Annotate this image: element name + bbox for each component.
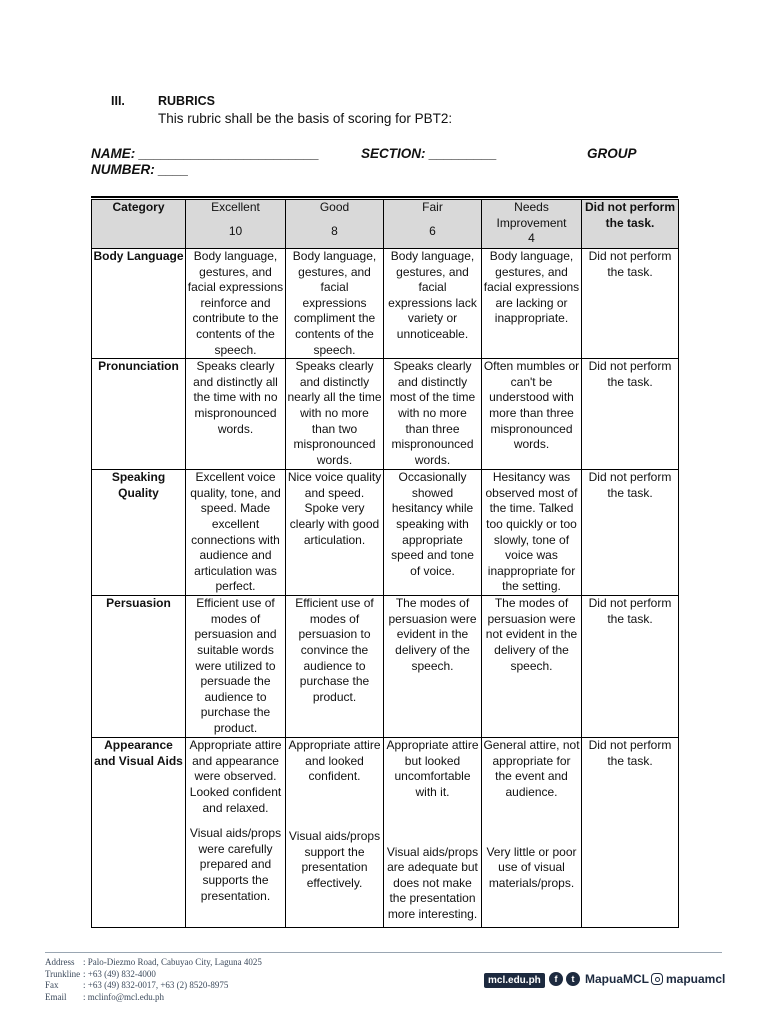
needs-improvement-cell: The modes of persuasion were not evident in the delivery of the speech. — [482, 596, 582, 738]
category-cell: Body Language — [92, 249, 186, 359]
social-handle[interactable]: MapuaMCL — [585, 972, 649, 986]
needs-improvement-cell: Often mumbles or can't be understood with more than three mispronounced words. — [482, 359, 582, 470]
name-field[interactable]: NAME: ________________________ — [91, 146, 320, 161]
rubric-row-pronunciation — [92, 359, 679, 470]
social-links — [549, 972, 649, 986]
rubric-row-appearance — [92, 738, 679, 928]
rubric-table — [91, 199, 679, 928]
excellent-cell: Efficient use of modes of persuasion and suitable words were utilized to persuade the audience to purchase the product. — [186, 596, 286, 738]
instagram-handle[interactable]: mapuamcl — [666, 972, 726, 986]
category-cell: Pronunciation — [92, 359, 186, 470]
good-cell: Nice voice quality and speed. Spoke very clearly with good articulation. — [286, 470, 384, 596]
header-did-not-perform: Did not perform the task. — [582, 200, 679, 249]
category-cell: Speaking Quality — [92, 470, 186, 596]
footer-contact — [45, 957, 262, 1003]
did-not-perform-cell: Did not perform the task. — [582, 738, 679, 928]
address-value: : Palo-Diezmo Road, Cabuyao City, Laguna 4025 — [83, 957, 262, 967]
email-label: Email — [45, 991, 67, 1002]
fair-cell: The modes of persuasion were evident in the delivery of the speech. — [384, 596, 482, 738]
did-not-perform-cell: Did not perform the task. — [582, 249, 679, 359]
section-intro: This rubric shall be the basis of scoring for PBT2: — [158, 111, 453, 126]
group-number-field[interactable]: NUMBER: ____ — [91, 162, 189, 177]
section-field[interactable]: SECTION: _________ — [361, 146, 497, 161]
twitter-icon[interactable]: t — [566, 972, 580, 986]
rubric-row-speaking-quality — [92, 470, 679, 596]
address-label: Address — [45, 957, 75, 967]
good-cell: Body language, gestures, and facial expressions compliment the contents of the speech. — [286, 249, 384, 359]
header-fair: Fair 6 — [384, 200, 482, 249]
trunkline-label: Trunkline — [45, 968, 81, 979]
did-not-perform-cell: Did not perform the task. — [582, 596, 679, 738]
excellent-cell: Speaks clearly and distinctly all the time with no mispronounced words. — [186, 359, 286, 470]
email-value[interactable]: : mclinfo@mcl.edu.ph — [83, 991, 165, 1002]
header-good: Good 8 — [286, 200, 384, 249]
group-field-label: GROUP — [587, 146, 637, 161]
rubric-header-row — [92, 200, 679, 249]
fax-value: : +63 (49) 832-0017, +63 (2) 8520-8975 — [83, 980, 229, 990]
header-excellent: Excellent 10 — [186, 200, 286, 249]
section-number: III. — [111, 94, 125, 108]
excellent-cell: Appropriate attire and appearance were observed. Looked confident and relaxed. Visual aids/props were carefully prepared and supports the presentation. — [186, 738, 286, 928]
section-title: RUBRICS — [158, 94, 215, 108]
needs-improvement-cell: Body language, gestures, and facial expressions are lacking or inappropriate. — [482, 249, 582, 359]
excellent-cell: Excellent voice quality, tone, and speed. Made excellent connections with audience and articulation was perfect. — [186, 470, 286, 596]
instagram-icon[interactable] — [651, 973, 663, 985]
top-rule — [91, 196, 678, 198]
fair-cell: Body language, gestures, and facial expressions lack variety or unnoticeable. — [384, 249, 482, 359]
fair-cell: Occasionally showed hesitancy while speaking with appropriate speed and tone of voice. — [384, 470, 482, 596]
category-cell: Appearance and Visual Aids — [92, 738, 186, 928]
did-not-perform-cell: Did not perform the task. — [582, 470, 679, 596]
footer-divider — [45, 952, 722, 953]
did-not-perform-cell: Did not perform the task. — [582, 359, 679, 470]
needs-improvement-cell: General attire, not appropriate for the event and audience. Very little or poor use of visual materials/props. — [482, 738, 582, 928]
facebook-icon[interactable]: f — [549, 972, 563, 986]
instagram-link — [651, 972, 725, 986]
good-cell: Speaks clearly and distinctly nearly all the time with no more than two mispronounced words. — [286, 359, 384, 470]
good-cell: Efficient use of modes of persuasion to convince the audience to purchase the product. — [286, 596, 384, 738]
fair-cell: Speaks clearly and distinctly most of the time with no more than three mispronounced words. — [384, 359, 482, 470]
website-badge[interactable]: mcl.edu.ph — [484, 973, 545, 988]
section-heading — [111, 94, 215, 108]
fax-label: Fax — [45, 980, 59, 990]
rubric-row-persuasion — [92, 596, 679, 738]
good-cell: Appropriate attire and looked confident. Visual aids/props support the presentation effectively. — [286, 738, 384, 928]
rubric-row-body-language — [92, 249, 679, 359]
needs-improvement-cell: Hesitancy was observed most of the time. Talked too quickly or too slowly, tone of voice was inappropriate for the setting. — [482, 470, 582, 596]
header-category: Category — [92, 200, 186, 249]
excellent-cell: Body language, gestures, and facial expressions reinforce and contribute to the contents of the speech. — [186, 249, 286, 359]
trunkline-value: : +63 (49) 832-4000 — [83, 968, 156, 979]
fair-cell: Appropriate attire but looked uncomfortable with it. Visual aids/props are adequate but does not make the presentation more interesting. — [384, 738, 482, 928]
header-needs-improvement: Needs Improvement 4 — [482, 200, 582, 249]
category-cell: Persuasion — [92, 596, 186, 738]
